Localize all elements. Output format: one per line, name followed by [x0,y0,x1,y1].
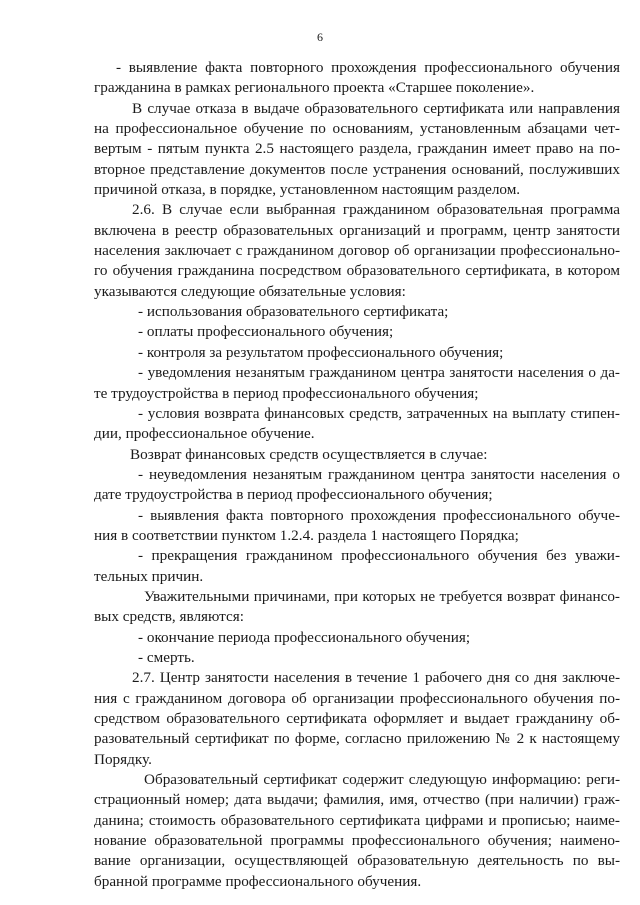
text-line: - условия возврата финансовых средств, затраченных на выплату стипен- [138,404,620,422]
page-number: 6 [317,30,323,44]
text-line: - оплаты профессионального обучения; [138,323,394,341]
text-line: гражданина в рамках регионального проекта «Старшее поколение». [94,79,535,97]
text-line: страционный номер; дата выдачи; фамилия, имя, отчество (при наличии) граж- [94,791,620,809]
text-line: вертым - пятым пункта 2.5 настоящего раздела, гражданин имеет право на по- [94,140,620,158]
text-line: дии, профессиональное обучение. [94,425,315,443]
text-line: - выявление факта повторного прохождения профессионального обучения [116,59,620,76]
text-line: причиной отказа, в порядке, установленном настоящим разделом. [94,181,521,199]
text-line: - смерть. [138,648,195,666]
text-line: ния с гражданином договора об организации профессионального обучения по- [94,689,620,707]
document-body [94,58,620,892]
text-line: - использования образовательного сертификата; [138,303,449,321]
text-line: Уважительными причинами, при которых не требуется возврат финансо- [144,587,620,605]
text-line: - прекращения гражданином профессионального обучения без уважи- [138,547,620,565]
text-line: данина; стоимость образовательного сертификата цифрами и прописью; наиме- [94,811,620,829]
text-line: населения заключает с гражданином договор об организации профессионально- [94,242,620,260]
text-line: - контроля за результатом профессионального обучения; [138,343,504,361]
text-line: вых средств, являются: [94,608,244,626]
text-line: те трудоустройства в период профессионального обучения; [94,384,479,402]
text-line: Порядку. [94,750,152,768]
text-line: вторное представление документов после устранения оснований, послуживших [94,160,620,178]
text-line: средством образовательного сертификата оформляет и выдает гражданину об- [94,710,620,727]
text-line: 2.7. Центр занятости населения в течение 1 рабочего дня со дня заключе- [132,669,620,687]
text-line: - неуведомления незанятым гражданином центра занятости населения о [138,465,620,483]
text-line: на профессиональное обучение по основаниям, установленным абзацами чет- [94,120,620,138]
text-line: 2.6. В случае если выбранная гражданином образовательная программа [132,201,620,219]
text-line: дате трудоустройства в период профессионального обучения; [94,486,493,504]
text-line: В случае отказа в выдаче образовательного сертификата или направления [132,99,620,117]
text-line: указываются следующие обязательные условия: [94,282,406,300]
text-line: го обучения гражданина посредством образовательного сертификата, в котором [94,262,620,280]
text-line: тельных причин. [94,567,204,585]
text-line: - окончание периода профессионального обучения; [138,628,471,646]
text-line: - уведомления незанятым гражданином центра занятости населения о да- [138,364,620,382]
text-line: включена в реестр образовательных организаций и программ, центр занятости [94,221,620,239]
text-line: вание организации, осуществляющей образовательную деятельность по вы- [94,852,620,870]
text-line: ния в соответствии пунктом 1.2.4. раздела 1 настоящего Порядка; [94,526,519,544]
text-line: Образовательный сертификат содержит следующую информацию: реги- [144,771,620,789]
text-line: Возврат финансовых средств осуществляется в случае: [130,445,488,463]
text-line: нование образовательной программы профессионального обучения; наимено- [94,832,620,850]
text-line: бранной программе профессионального обучения. [94,872,422,890]
text-line: разовательный сертификат по форме, согласно приложению № 2 к настоящему [94,730,620,748]
text-line: - выявления факта повторного прохождения профессионального обуче- [138,506,620,524]
